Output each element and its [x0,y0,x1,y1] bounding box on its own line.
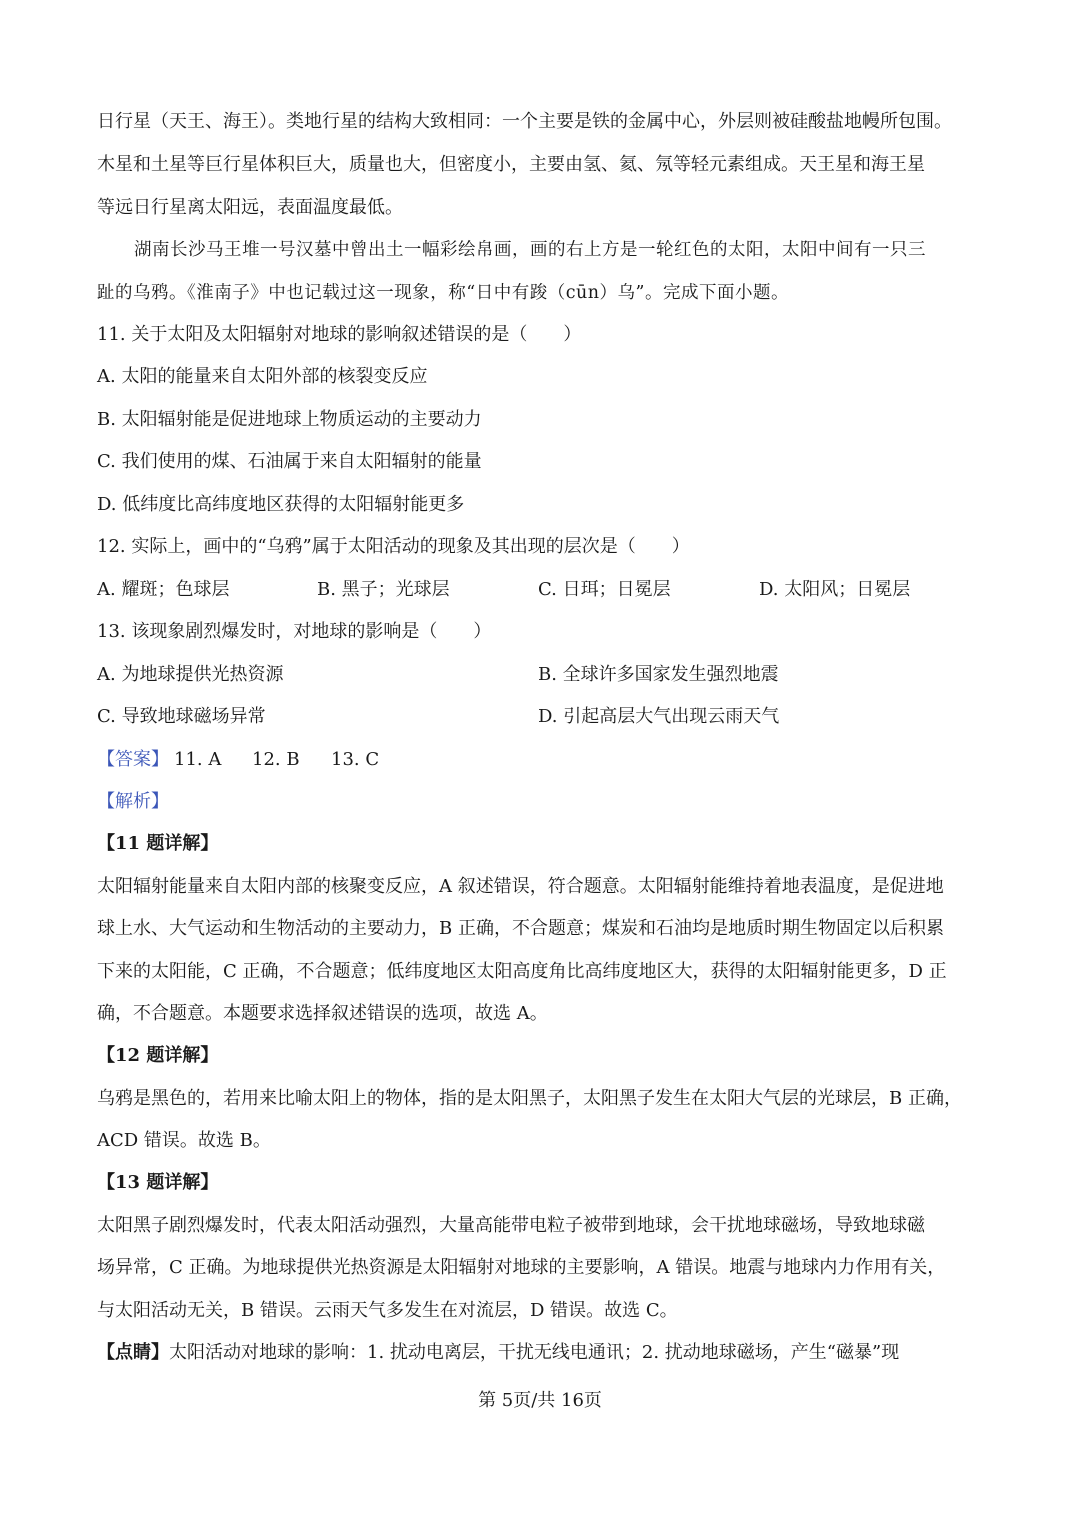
q11-option-a: A. 太阳的能量来自太阳外部的核裂变反应 [97,366,428,387]
q13-option-d: D. 引起高层大气出现云雨天气 [538,706,780,727]
detail-12-line-1: 乌鸦是黑色的，若用来比喻太阳上的物体，指的是太阳黑子，太阳黑子发生在太阳大气层的光球层，B 正确， [97,1088,962,1109]
q13-stem: 13. 该现象剧烈爆发时，对地球的影响是（ ） [97,621,492,642]
q13-options-row-2 [97,705,779,729]
passage-line-1: 湖南长沙马王堆一号汉墓中曾出土一幅彩绘帛画，画的右上方是一轮红色的太阳，太阳中间有一只三 [134,240,926,260]
q11-option-d: D. 低纬度比高纬度地区获得的太阳辐射能更多 [97,494,465,515]
tip-line [97,1341,899,1365]
intro-line-1: 日行星（天王、海王）。类地行星的结构大致相同：一个主要是铁的金属中心，外层则被硅酸盐地幔所包围。 [97,111,952,132]
detail-13-title: 【13 题详解】 [97,1172,219,1193]
answer-11: 11. A [174,749,222,770]
detail-13-line-1: 太阳黑子剧烈爆发时，代表太阳活动强烈，大量高能带电粒子被带到地球，会干扰地球磁场，导致地球磁 [97,1215,925,1236]
detail-13-line-3: 与太阳活动无关，B 错误。云雨天气多发生在对流层，D 错误。故选 C。 [97,1300,678,1321]
q13-option-c: C. 导致地球磁场异常 [97,706,266,727]
passage-line-2: 趾的乌鸦。《淮南子》中也记载过这一现象，称“日中有踆（cūn）乌”。完成下面小题。 [97,283,789,303]
detail-11-line-1: 太阳辐射能量来自太阳内部的核聚变反应，A 叙述错误，符合题意。太阳辐射能维持着地表温度，是促进地 [97,876,944,897]
q11-option-b: B. 太阳辐射能是促进地球上物质运动的主要动力 [97,409,482,430]
q11-stem: 11. 关于太阳及太阳辐射对地球的影响叙述错误的是（ ） [97,324,582,345]
answer-12: 12. B [252,749,300,770]
detail-12-line-2: ACD 错误。故选 B。 [97,1130,271,1151]
q13-option-b: B. 全球许多国家发生强烈地震 [538,664,779,685]
tip-tag: 【点睛】 [97,1342,169,1363]
answer-row [97,748,379,772]
tip-text: 太阳活动对地球的影响：1. 扰动电离层，干扰无线电通讯；2. 扰动地球磁场，产生“磁暴”现 [169,1342,900,1363]
page-footer: 第 5页/共 16页 [478,1390,602,1411]
detail-12-title: 【12 题详解】 [97,1045,219,1066]
q12-option-c: C. 日珥；日冕层 [538,579,671,600]
q13-options-row-1 [97,663,779,687]
q13-option-a: A. 为地球提供光热资源 [97,664,284,685]
q12-option-b: B. 黑子；光球层 [317,579,450,600]
intro-line-3: 等远日行星离太阳远，表面温度最低。 [97,197,403,218]
analysis-tag: 【解析】 [97,791,169,812]
q12-option-a: A. 耀斑；色球层 [97,579,230,600]
intro-line-2: 木星和土星等巨行星体积巨大，质量也大，但密度小，主要由氢、氦、氖等轻元素组成。天王星和海王星 [97,154,925,175]
detail-13-line-2: 场异常，C 正确。为地球提供光热资源是太阳辐射对地球的主要影响，A 错误。地震与地球内力作用有关， [97,1257,946,1278]
detail-11-title: 【11 题详解】 [97,833,219,854]
q12-option-d: D. 太阳风；日冕层 [759,579,911,600]
q12-stem: 12. 实际上，画中的“乌鸦”属于太阳活动的现象及其出现的层次是（ ） [97,536,690,557]
answer-tag: 【答案】 [97,749,169,770]
q11-option-c: C. 我们使用的煤、石油属于来自太阳辐射的能量 [97,451,482,472]
detail-11-line-2: 球上水、大气运动和生物活动的主要动力，B 正确，不合题意；煤炭和石油均是地质时期生物固定以后积累 [97,918,944,939]
detail-11-line-4: 确，不合题意。本题要求选择叙述错误的选项，故选 A。 [97,1003,548,1024]
q12-options [97,578,910,602]
detail-11-line-3: 下来的太阳能，C 正确，不合题意；低纬度地区太阳高度角比高纬度地区大，获得的太阳辐射能更多，D 正 [97,961,947,982]
answer-13: 13. C [331,749,380,770]
